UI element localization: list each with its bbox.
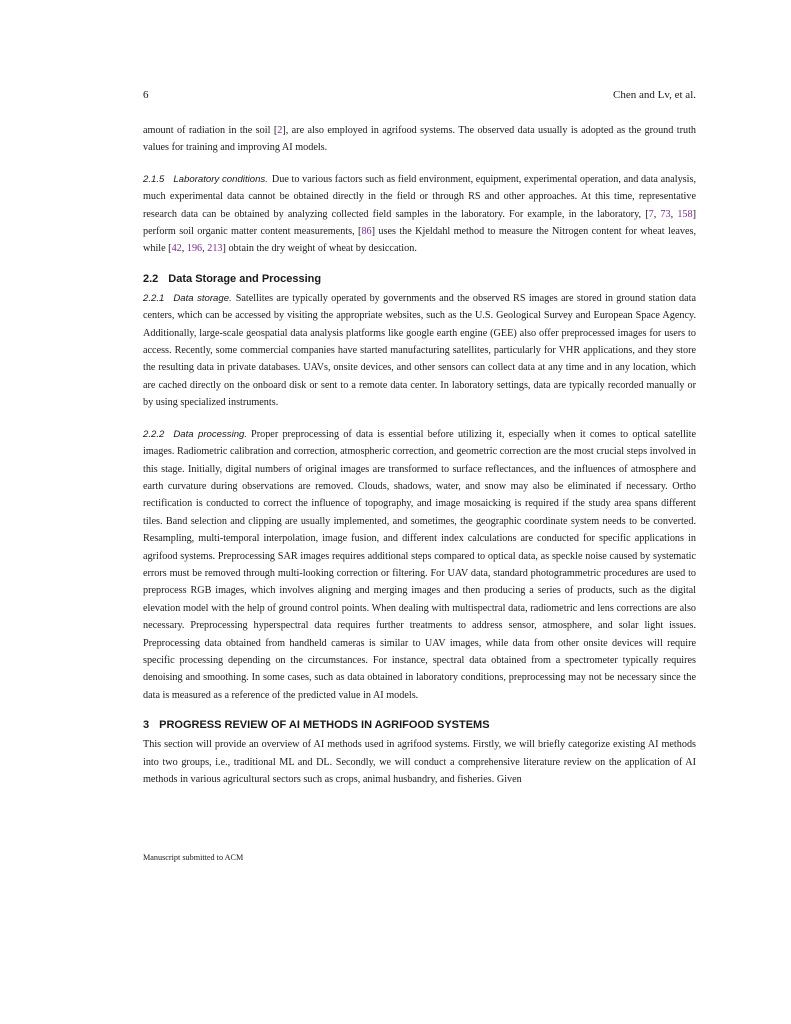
subsection-heading: 2.2.1 Data storage. [143,292,232,304]
subsection-heading: 2.2.2 Data processing. [143,428,248,440]
paragraph-laboratory-conditions: 2.1.5 Laboratory conditions. Due to various factors such as field environment, equipment, experimental operation, and data analysis, much experimental data cannot be obtained directly in the field or through RS and other approaches. At this time, representative research data can be obtained by analyzing collected field samples in the laboratory. For example, in the laboratory, [7, 73, 158] perform soil organic matter content measurements, [86] uses the Kjeldahl method to measure the Nitrogen content for wheat leaves, while [42, 196, 213] obtain the dry weight of wheat by desiccation. [143,173,697,255]
section-heading-3: 3 PROGRESS REVIEW OF AI METHODS IN AGRIFOOD SYSTEMS [143,719,490,732]
section-heading-2-2: 2.2 Data Storage and Processing [143,272,322,285]
page-number: 6 [143,89,149,101]
citation-link[interactable]: 73 [660,208,671,220]
citation-link[interactable]: 86 [361,226,372,238]
running-header [143,89,696,105]
citation-link[interactable]: 2 [277,125,283,136]
citation-link[interactable]: 158 [677,208,693,220]
citation-link[interactable]: 196 [186,243,203,255]
paragraph-section-3-intro: This section will provide an overview of AI methods used in agrifood systems. Firstly, we will briefly categorize existing AI methods into two groups, i.e., traditional ML and DL. Secondly, we will conduct a comprehensive literature review on the application of AI methods in various agricultural sectors such as crops, animal husbandry, and fisheries. Given [143,739,696,785]
intro-paragraph: amount of radiation in the soil [2], are also employed in agrifood systems. The observed data usually is adopted as the ground truth values for training and improving AI models. [143,125,697,154]
paragraph-data-processing: 2.2.2 Data processing. Proper preprocessing of data is essential before utilizing it, especially when it comes to optical satellite images. Radiometric calibration and correction, atmospheric correction, and geometric correction are the most crucial steps involved in this stage. Initially, digital numbers of original images are transformed to surface reflectances, and the influences of atmosphere and earth curvature during observations are removed. Clouds, shadows, water, and snow may also be eliminated if necessary. Ortho rectification is conducted to correct the influence of topography, and image mosaicking is required if the study area spans different tiles. Band selection and clipping are usually implemented, and sometimes, the geographic coordinate system needs to be converted. Resampling, multi-temporal interpolation, image fusion, and different index calculations are conducted for specific applications in agrifood systems. Preprocessing SAR images requires additional steps compared to optical data, as speckle noise caused by systematic errors must be removed through multi-looking correction or filtering. For UAV data, standard photogrammetric procedures are used to preprocess RGB images, which involves aligning and merging images and then producing a series of products, such as the digital elevation model with the help of ground control points. When dealing with multispectral data, radiometric and lens corrections are also necessary. Preprocessing hyperspectral data requires further treatments to address sensor, atmosphere, and solar light issues. Preprocessing data obtained from handheld cameras is similar to UAV images, while data from other onsite devices will require specific processing depending on the circumstances. For instance, spectral data obtained from a spectrometer typically requires denoising and smoothing. In some cases, such as data obtained in laboratory conditions, preprocessing may not be necessary since the data is measured as a reference of the predicted value in AI models. [143,428,696,701]
citation-link[interactable]: 7 [648,208,654,220]
paragraph-data-storage: 2.2.1 Data storage. Satellites are typically operated by governments and the observed RS images are stored in ground station data centers, which can be accessed by visiting the appropriate websites, such as the U.S. Geological Survey and European Space Agency. Additionally, large-scale geospatial data analysis platforms like google earth engine (GEE) also offer preprocessed images for users to access. Recently, some commercial companies have started manufacturing satellites, particularly for VHR applications, and they store the resulting data in private databases. UAVs, onsite devices, and other sensors can collect data at any time and in any location, which are cached directly on the onboard disk or sent to a remote data center. In laboratory settings, data are typically recorded manually or by using specialized instruments. [143,292,696,409]
citation-link[interactable]: 42 [171,243,182,255]
subsection-heading: 2.1.5 Laboratory conditions. [143,173,268,185]
citation-link[interactable]: 213 [207,243,223,255]
page-footer: Manuscript submitted to ACM [143,853,244,862]
page-body [143,122,696,788]
running-authors: Chen and Lv, et al. [613,89,696,101]
